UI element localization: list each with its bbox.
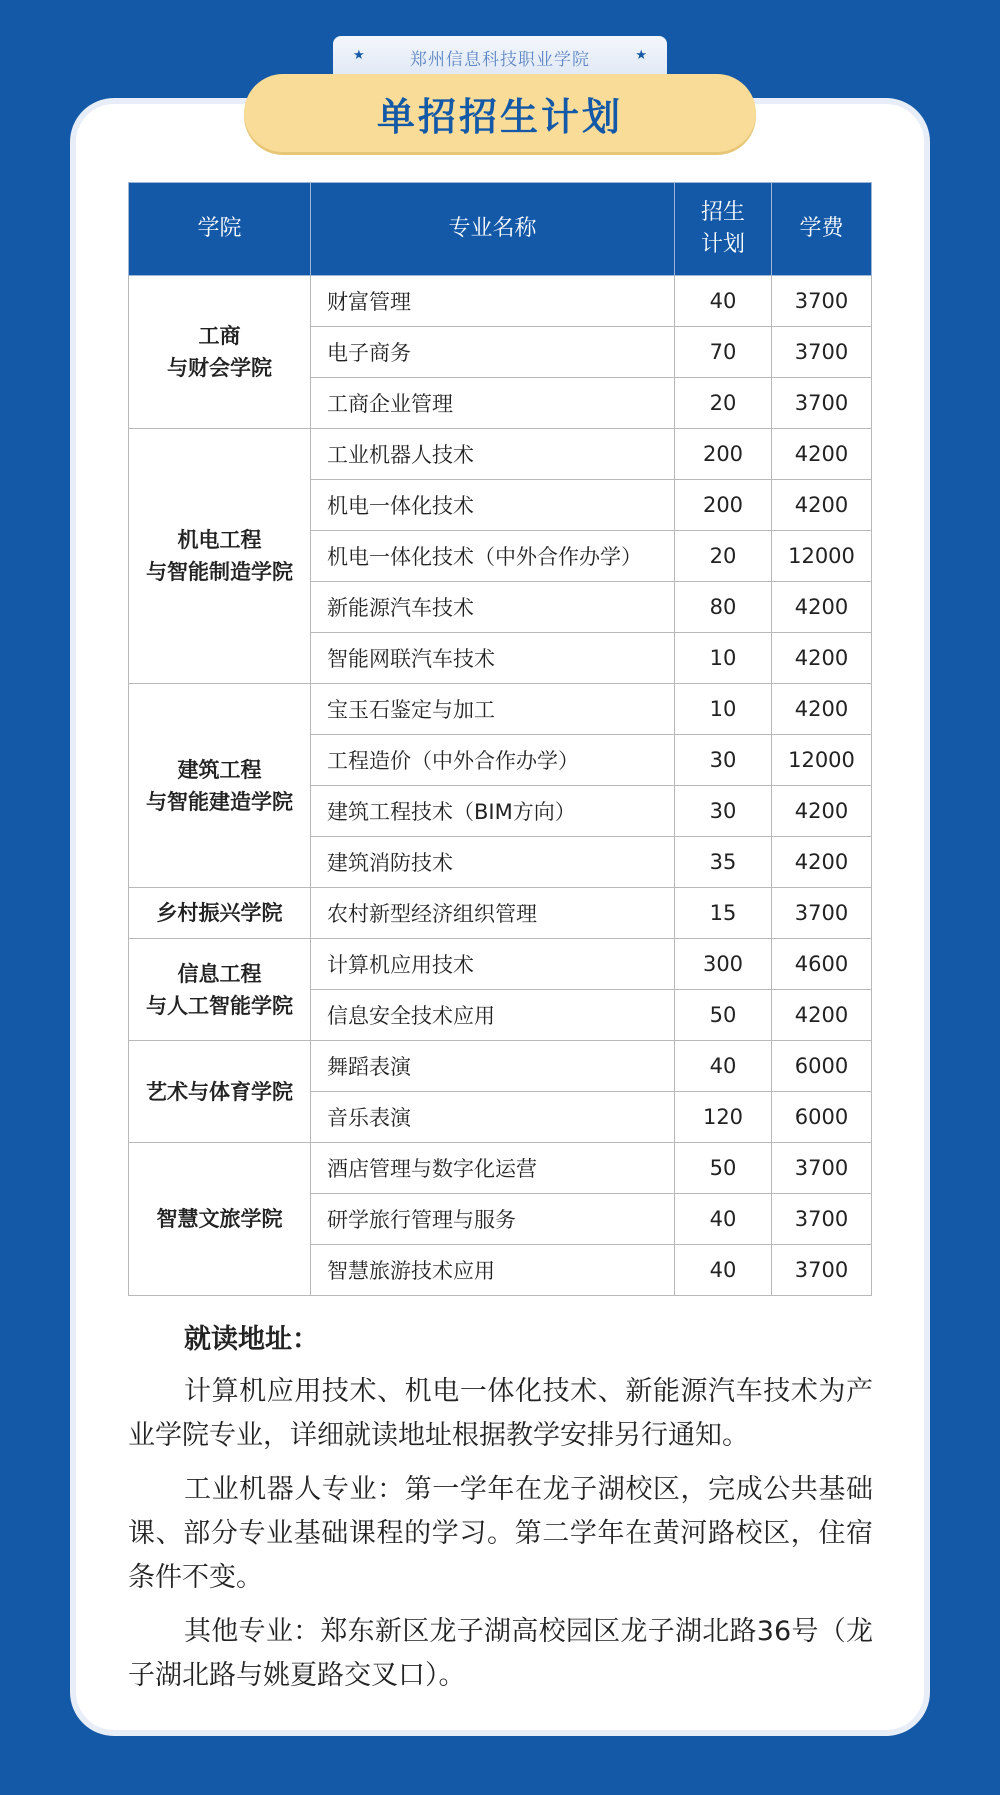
fee-cell: 4200 xyxy=(772,429,872,480)
fee-cell: 12000 xyxy=(772,735,872,786)
plan-cell: 30 xyxy=(675,735,772,786)
major-cell: 计算机应用技术 xyxy=(311,939,675,990)
table-row xyxy=(129,1143,872,1194)
major-cell: 机电一体化技术（中外合作办学） xyxy=(311,531,675,582)
fee-cell: 3700 xyxy=(772,1143,872,1194)
plan-cell: 35 xyxy=(675,837,772,888)
college-cell: 机电工程 与智能制造学院 xyxy=(129,429,311,684)
plan-cell: 40 xyxy=(675,1041,772,1092)
plan-cell: 40 xyxy=(675,1194,772,1245)
college-cell: 智慧文旅学院 xyxy=(129,1143,311,1296)
table-row xyxy=(129,429,872,480)
major-cell: 宝玉石鉴定与加工 xyxy=(311,684,675,735)
enrollment-plan-table xyxy=(128,182,872,1296)
major-cell: 建筑消防技术 xyxy=(311,837,675,888)
header-plan xyxy=(675,183,772,276)
fee-cell: 4200 xyxy=(772,684,872,735)
college-cell: 信息工程 与人工智能学院 xyxy=(129,939,311,1041)
major-cell: 工商企业管理 xyxy=(311,378,675,429)
major-cell: 智慧旅游技术应用 xyxy=(311,1245,675,1296)
plan-cell: 20 xyxy=(675,531,772,582)
major-cell: 机电一体化技术 xyxy=(311,480,675,531)
major-cell: 电子商务 xyxy=(311,327,675,378)
fee-cell: 4600 xyxy=(772,939,872,990)
star-icon-right: ★ xyxy=(635,48,647,63)
table-row xyxy=(129,276,872,327)
major-cell: 音乐表演 xyxy=(311,1092,675,1143)
table-header-row xyxy=(129,183,872,276)
table-row xyxy=(129,888,872,939)
major-cell: 工程造价（中外合作办学） xyxy=(311,735,675,786)
major-cell: 酒店管理与数字化运营 xyxy=(311,1143,675,1194)
major-cell: 研学旅行管理与服务 xyxy=(311,1194,675,1245)
plan-cell: 15 xyxy=(675,888,772,939)
plan-cell: 50 xyxy=(675,990,772,1041)
page-title: 单招招生计划 xyxy=(376,94,623,139)
fee-cell: 4200 xyxy=(772,837,872,888)
college-cell: 建筑工程 与智能建造学院 xyxy=(129,684,311,888)
major-cell: 智能网联汽车技术 xyxy=(311,633,675,684)
school-name: 郑州信息科技职业学院 xyxy=(410,49,590,70)
fee-cell: 3700 xyxy=(772,888,872,939)
plan-cell: 20 xyxy=(675,378,772,429)
title-banner xyxy=(244,74,756,152)
plan-cell: 10 xyxy=(675,684,772,735)
major-cell: 财富管理 xyxy=(311,276,675,327)
fee-cell: 6000 xyxy=(772,1041,872,1092)
notes-heading: 就读地址： xyxy=(184,1324,319,1355)
plan-cell: 200 xyxy=(675,480,772,531)
header-fee: 学费 xyxy=(772,183,872,276)
fee-cell: 3700 xyxy=(772,276,872,327)
major-cell: 工业机器人技术 xyxy=(311,429,675,480)
fee-cell: 3700 xyxy=(772,1245,872,1296)
fee-cell: 6000 xyxy=(772,1092,872,1143)
fee-cell: 3700 xyxy=(772,378,872,429)
plan-cell: 300 xyxy=(675,939,772,990)
fee-cell: 4200 xyxy=(772,786,872,837)
fee-cell: 4200 xyxy=(772,480,872,531)
plan-cell: 10 xyxy=(675,633,772,684)
table-row xyxy=(129,684,872,735)
school-name-tab xyxy=(333,36,667,78)
fee-cell: 3700 xyxy=(772,327,872,378)
notes-paragraph: 其他专业：郑东新区龙子湖高校园区龙子湖北路36号（龙子湖北路与姚夏路交叉口）。 xyxy=(128,1616,873,1691)
plan-cell: 120 xyxy=(675,1092,772,1143)
table-row xyxy=(129,1041,872,1092)
college-cell: 艺术与体育学院 xyxy=(129,1041,311,1143)
notes-paragraph: 工业机器人专业：第一学年在龙子湖校区，完成公共基础课、部分专业基础课程的学习。第二学年在黄河路校区，住宿条件不变。 xyxy=(128,1474,873,1593)
star-icon-left: ★ xyxy=(353,48,365,63)
college-cell: 工商 与财会学院 xyxy=(129,276,311,429)
plan-cell: 50 xyxy=(675,1143,772,1194)
major-cell: 农村新型经济组织管理 xyxy=(311,888,675,939)
header-plan-text: 招生计划 xyxy=(700,200,745,257)
fee-cell: 12000 xyxy=(772,531,872,582)
address-notes xyxy=(128,1318,873,1708)
notes-paragraph: 计算机应用技术、机电一体化技术、新能源汽车技术为产业学院专业，详细就读地址根据教学安排另行通知。 xyxy=(128,1376,873,1451)
college-cell: 乡村振兴学院 xyxy=(129,888,311,939)
major-cell: 舞蹈表演 xyxy=(311,1041,675,1092)
plan-cell: 70 xyxy=(675,327,772,378)
major-cell: 建筑工程技术（BIM方向） xyxy=(311,786,675,837)
header-major: 专业名称 xyxy=(311,183,675,276)
plan-cell: 40 xyxy=(675,1245,772,1296)
fee-cell: 3700 xyxy=(772,1194,872,1245)
major-cell: 新能源汽车技术 xyxy=(311,582,675,633)
plan-cell: 40 xyxy=(675,276,772,327)
table-row xyxy=(129,939,872,990)
header-college: 学院 xyxy=(129,183,311,276)
plan-cell: 200 xyxy=(675,429,772,480)
plan-cell: 80 xyxy=(675,582,772,633)
major-cell: 信息安全技术应用 xyxy=(311,990,675,1041)
fee-cell: 4200 xyxy=(772,633,872,684)
fee-cell: 4200 xyxy=(772,582,872,633)
table-body xyxy=(129,276,872,1296)
fee-cell: 4200 xyxy=(772,990,872,1041)
plan-cell: 30 xyxy=(675,786,772,837)
